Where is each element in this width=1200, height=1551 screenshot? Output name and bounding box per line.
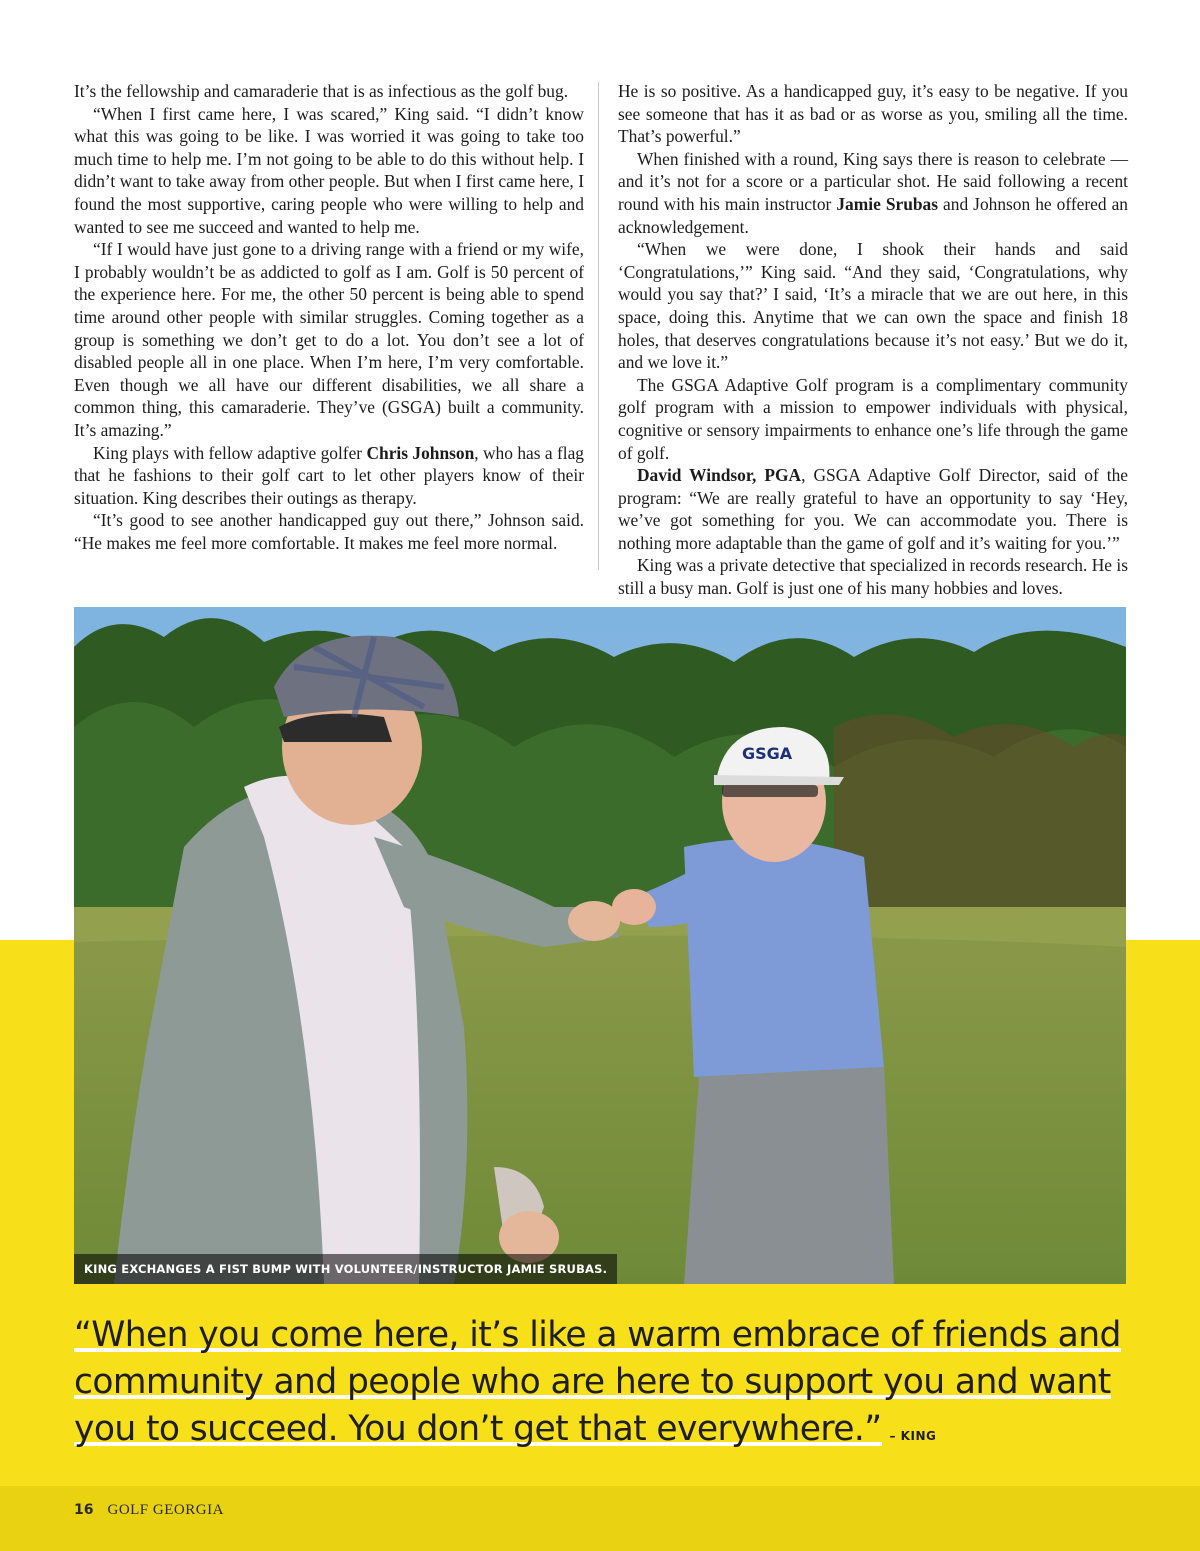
article-column-left bbox=[74, 80, 584, 554]
paragraph: It’s the fellowship and camaraderie that is as infectious as the golf bug. bbox=[74, 81, 569, 101]
column-divider bbox=[598, 82, 599, 570]
pull-quote-attribution: – KING bbox=[889, 1429, 937, 1443]
person-name: Chris Johnson bbox=[366, 442, 475, 463]
article-photo bbox=[74, 607, 1126, 1284]
pull-quote bbox=[74, 1312, 1134, 1460]
paragraph: “When we were done, I shook their hands and said ‘Congratulations,’” King said. “And they said, ‘Congratulations, why would you say that?’ I said, ‘It’s a miracle that we are out here, in this space, doing this. Anytime that we can own the space and finish 18 holes, that deserves congratulations because it’s not easy.’ But we do it, and we love it.” bbox=[618, 239, 1128, 373]
pull-quote-text: “When you come here, it’s like a warm embrace of friends and community and people who are here to support you and want you to succeed. You don’t get that everywhere.” bbox=[74, 1315, 1121, 1449]
article-column-right bbox=[618, 80, 1128, 600]
paragraph: King was a private detective that specialized in records research. He is still a busy man. Golf is just one of his many hobbies and loves. bbox=[618, 555, 1128, 599]
paragraph: He is so positive. As a handicapped guy, it’s easy to be negative. If you see someone that has it as bad or as worse as you, smiling all the time. That’s powerful.” bbox=[618, 81, 1128, 147]
photo-illustration bbox=[74, 607, 1126, 1284]
cap-logo: GSGA bbox=[742, 744, 793, 763]
paragraph-text: When finished with a round, King says there is reason to celebrate — and it’s not for a score or a particular shot. He said following a recent round with his main instructor bbox=[618, 148, 1128, 214]
paragraph bbox=[618, 464, 1128, 554]
person-name: Jamie Srubas bbox=[836, 193, 939, 214]
page-folio bbox=[74, 1502, 224, 1519]
paragraph bbox=[74, 442, 584, 510]
photo-caption: KING EXCHANGES A FIST BUMP WITH VOLUNTEER/INSTRUCTOR JAMIE SRUBAS. bbox=[74, 1254, 617, 1284]
paragraph: “When I first came here, I was scared,” King said. “I didn’t know what this was going to be like. I was worried it was going to take too much time to help me. I’m not going to be able to do this without help. I didn’t want to take away from other people. But when I first came here, I found the most supportive, caring people who were willing to help and wanted to see me succeed and wanted to help me. bbox=[74, 103, 584, 237]
paragraph-text: , GSGA Adaptive Golf Director, said of the program: “We are really grateful to have an opportunity to say ‘Hey, we’ve got something for you. We can accommodate you. There is nothing more adaptable than the game of golf and it’s waiting for you.’” bbox=[618, 465, 1129, 553]
paragraph-text: and Johnson he offered an acknowledgement. bbox=[618, 193, 1128, 237]
page-number: 16 bbox=[74, 1502, 94, 1518]
paragraph-text: , who has a flag that he fashions to their golf cart to let other players know of their situation. King describes their outings as therapy. bbox=[74, 442, 584, 508]
magazine-name: GOLF GEORGIA bbox=[107, 1502, 224, 1518]
paragraph: “If I would have just gone to a driving range with a friend or my wife, I probably wouldn’t be as addicted to golf as I am. Golf is 50 percent of the experience here. For me, the other 50 percent is being able to spend time around other people with similar struggles. Coming together as a group is something we don’t get to do a lot. You don’t see a lot of disabled people all in one place. When I’m here, I’m very comfortable. Even though we all have our different disabilities, we all share a common thing, this camaraderie. They’ve (GSGA) built a community. It’s amazing.” bbox=[74, 239, 584, 440]
paragraph: The GSGA Adaptive Golf program is a complimentary community golf program with a mission to empower individuals with physical, cognitive or sensory impairments to enhance one’s life through the game of golf. bbox=[618, 374, 1128, 463]
paragraph bbox=[618, 148, 1128, 238]
paragraph: “It’s good to see another handicapped guy out there,” Johnson said. “He makes me feel more comfortable. It makes me feel more normal. bbox=[74, 510, 584, 553]
paragraph-text: King plays with fellow adaptive golfer bbox=[93, 442, 367, 463]
person-name: David Windsor, PGA bbox=[637, 465, 802, 486]
